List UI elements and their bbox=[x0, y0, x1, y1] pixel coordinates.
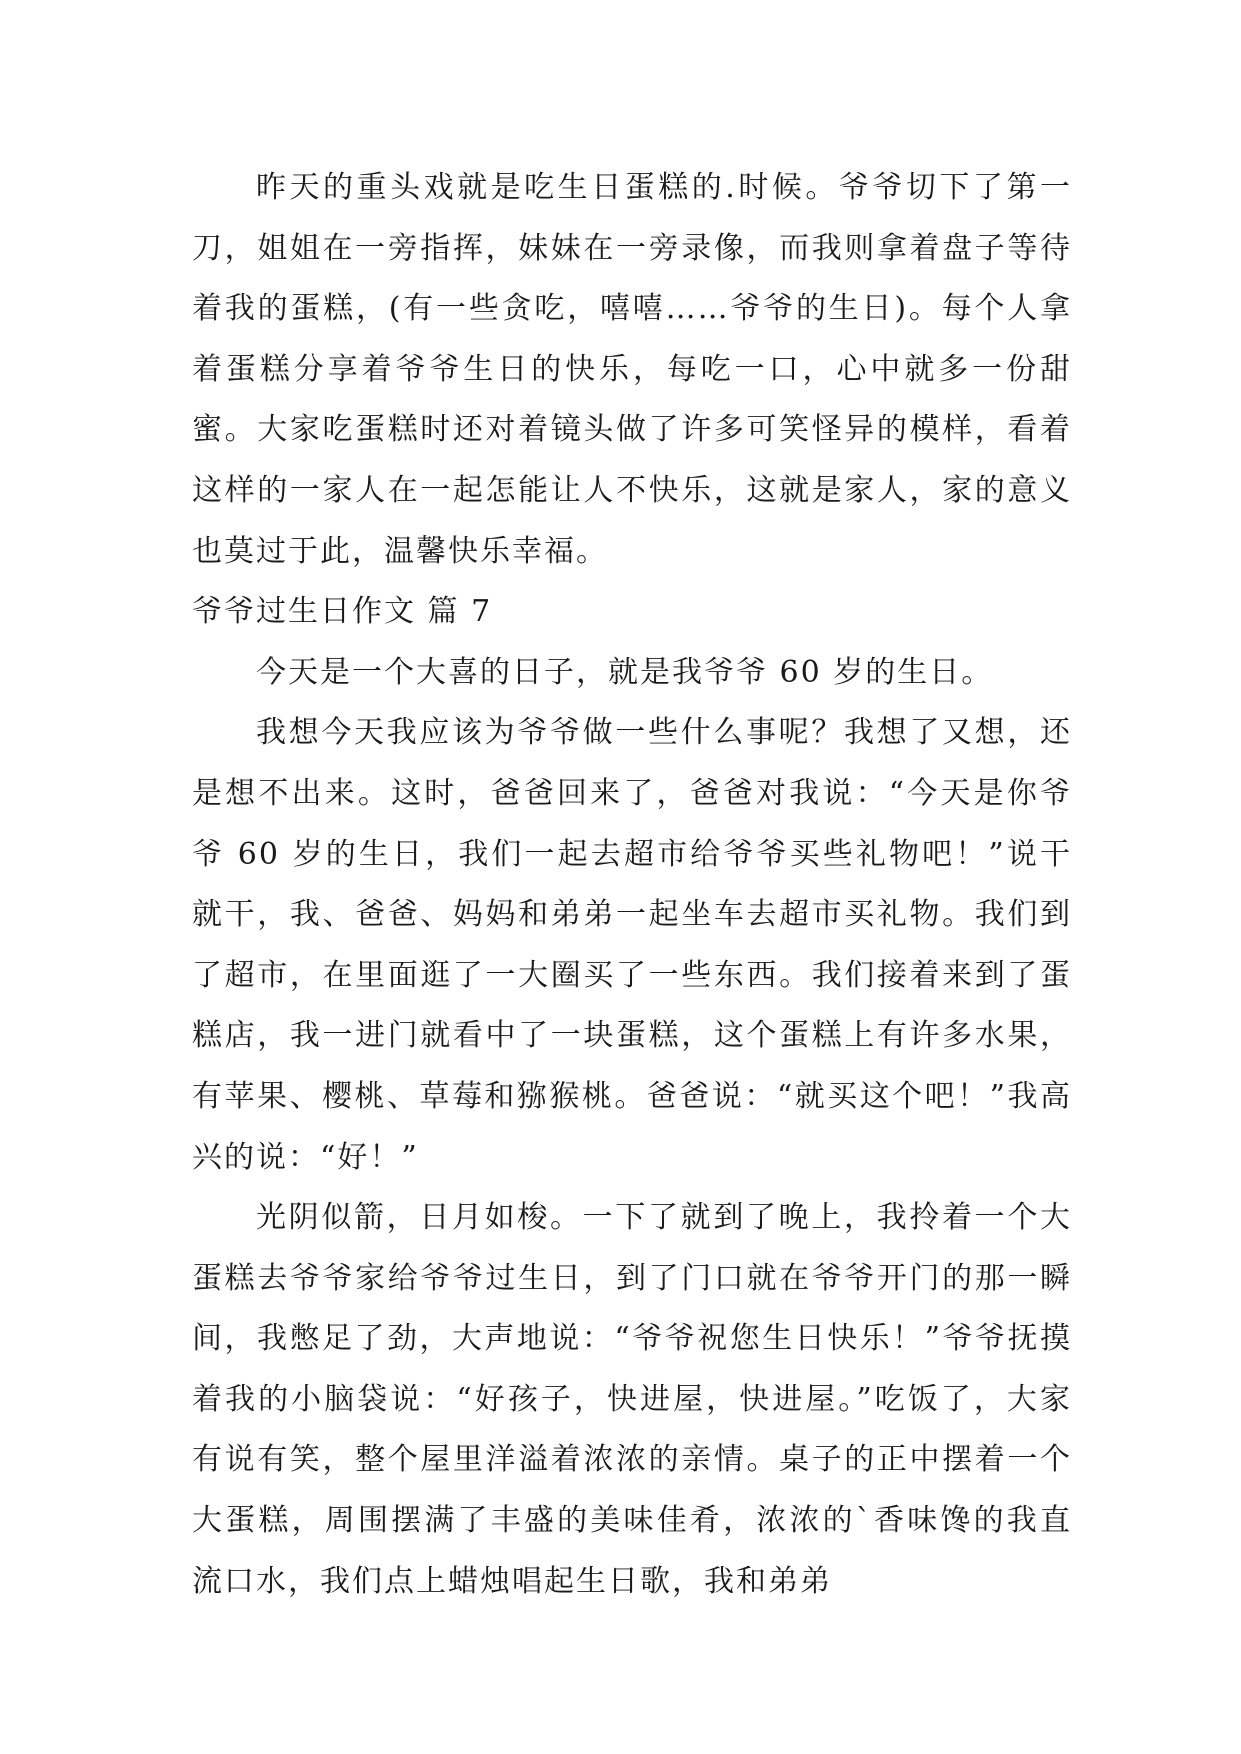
section-title: 爷爷过生日作文 篇 7 bbox=[192, 594, 493, 630]
document-body bbox=[192, 158, 1072, 1612]
paragraph-cake-time: 昨天的重头戏就是吃生日蛋糕的.时候。爷爷切下了第一刀，姐姐在一旁指挥，妹妹在一旁录像，而我则拿着盘子等待着我的蛋糕，(有一些贪吃，嘻嘻……爷爷的生日)。每个人拿着蛋糕分享着爷爷生日的快乐，每吃一口，心中就多一份甜蜜。大家吃蛋糕时还对着镜头做了许多可笑怪异的模样，看着这样的一家人在一起怎能让人不快乐，这就是家人，家的意义也莫过于此，温馨快乐幸福。 bbox=[192, 170, 1072, 569]
paragraph-evening-celebration: 光阴似箭，日月如梭。一下了就到了晚上，我拎着一个大蛋糕去爷爷家给爷爷过生日，到了门口就在爷爷开门的那一瞬间，我憋足了劲，大声地说：“爷爷祝您生日快乐！”爷爷抚摸着我的小脑袋说：“好孩子，快进屋，快进屋。”吃饭了，大家有说有笑，整个屋里洋溢着浓浓的亲情。桌子的正中摆着一个大蛋糕，周围摆满了丰盛的美味佳肴，浓浓的`香味馋的我直流口水，我们点上蜡烛唱起生日歌，我和弟弟 bbox=[192, 1200, 1072, 1599]
paragraph-birthday-intro: 今天是一个大喜的日子，就是我爷爷 60 岁的生日。 bbox=[256, 654, 994, 690]
paragraph-buying-gift: 我想今天我应该为爷爷做一些什么事呢？我想了又想，还是想不出来。这时，爸爸回来了，爸爸对我说：“今天是你爷爷 60 岁的生日，我们一起去超市给爷爷买些礼物吧！”说干就干，我、爸爸、妈妈和弟弟一起坐车去超市买礼物。我们到了超市，在里面逛了一大圈买了一些东西。我们接着来到了蛋糕店，我一进门就看中了一块蛋糕，这个蛋糕上有许多水果，有苹果、樱桃、草莓和猕猴桃。爸爸说：“就买这个吧！”我高兴的说：“好！” bbox=[192, 715, 1072, 1175]
